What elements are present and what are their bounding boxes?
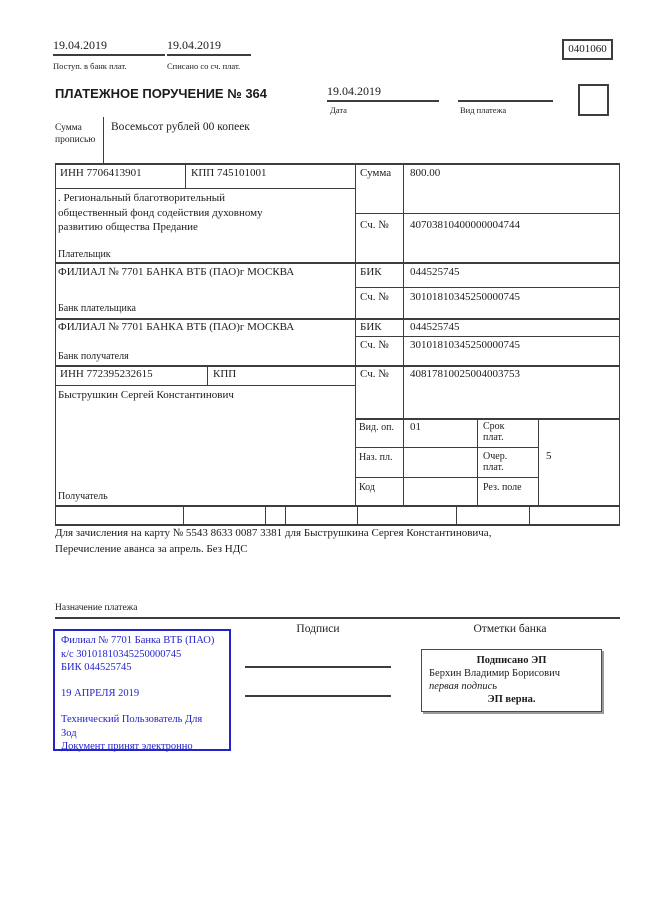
- payment-kind-box: [578, 84, 609, 116]
- purpose-text-line1: Для зачисления на карту № 5543 8633 0087 3381 для Быструшкина Сергея Константиновича,: [55, 527, 492, 539]
- op-kind-value: 01: [410, 421, 421, 433]
- subtable-top-border: [355, 418, 620, 420]
- beneficiary-bank-bik-label: БИК: [360, 321, 382, 333]
- beneficiary-bank-section-label: Банк получателя: [58, 351, 129, 362]
- priority-value: 5: [546, 450, 552, 462]
- payment-kind-label: Вид платежа: [460, 105, 507, 115]
- beneficiary-section-label: Получатель: [58, 491, 108, 502]
- amount-in-words-label: Сумма прописью: [55, 123, 96, 145]
- tax-row-divider-1: [183, 505, 184, 524]
- tax-row-bottom-border: [55, 524, 620, 526]
- beneficiary-bank-bik-border: [355, 336, 620, 337]
- debited-from-account-label: Списано со сч. плат.: [167, 61, 241, 71]
- payer-bank-bik-label: БИК: [360, 266, 382, 278]
- tax-row-divider-2: [265, 505, 266, 524]
- tax-row-divider-4: [357, 505, 358, 524]
- label-column-left-border: [355, 163, 356, 505]
- priority-label: Очер. плат.: [483, 451, 508, 473]
- payer-account-value: 40703810400000004744: [410, 219, 520, 231]
- form-code-box: 0401060: [562, 39, 613, 60]
- received-in-bank-label: Поступ. в банк плат.: [53, 61, 127, 71]
- amount-words-divider: [103, 117, 104, 163]
- payer-name: . Региональный благотворительный общественный фонд содействия духовному развитию общества Предание: [58, 192, 263, 233]
- payer-inn: ИНН 7706413901: [60, 167, 142, 179]
- subtable-row1-border: [355, 447, 538, 448]
- payer-inn-row-border: [55, 188, 355, 189]
- table-left-border: [55, 163, 56, 524]
- bank-stamp-note: Документ принят электронно: [61, 741, 193, 752]
- payer-kpp: КПП 745101001: [191, 167, 267, 179]
- pay-term-label: Срок плат.: [483, 421, 505, 443]
- beneficiary-kpp: КПП: [213, 368, 237, 380]
- document-title: ПЛАТЕЖНОЕ ПОРУЧЕНИЕ № 364: [55, 86, 268, 101]
- amount-label: Сумма: [360, 167, 392, 179]
- amount-value: 800.00: [410, 167, 441, 179]
- received-in-bank-date: 19.04.2019: [53, 38, 165, 56]
- payer-bank-section-label: Банк плательщика: [58, 303, 136, 314]
- purpose-text-line2: Перечисление аванса за апрель. Без НДС: [55, 543, 248, 555]
- bank-marks-title: Отметки банка: [473, 623, 547, 635]
- payer-bank-account-value: 30101810345250000745: [410, 291, 520, 303]
- purpose-underline: [55, 617, 620, 619]
- op-kind-label: Вид. оп.: [359, 422, 394, 433]
- debited-from-account-date: 19.04.2019: [167, 38, 251, 56]
- subtable-col2-divider: [477, 418, 478, 505]
- table-top-border: [55, 163, 620, 165]
- payer-section-border: [55, 262, 620, 264]
- payer-bank-section-border: [55, 318, 620, 320]
- beneficiary-bank-account-label: Сч. №: [360, 339, 389, 351]
- payer-bank-name: ФИЛИАЛ № 7701 БАНКА ВТБ (ПАО)г МОСКВА: [58, 266, 295, 278]
- table-right-border: [619, 163, 620, 524]
- esignature-note: первая подпись: [429, 681, 498, 692]
- bank-electronic-stamp: [53, 629, 231, 751]
- bank-stamp-date: 19 АПРЕЛЯ 2019: [61, 687, 140, 699]
- document-date: 19.04.2019: [327, 84, 439, 102]
- signature-line-2: [245, 695, 391, 697]
- payer-inn-kpp-divider: [185, 163, 186, 188]
- esignature-valid-text: ЭП верна.: [487, 694, 536, 705]
- payment-kind-blank-line: [458, 84, 553, 102]
- bank-stamp-bik: БИК 044525745: [61, 662, 132, 673]
- payer-bank-bik-border: [355, 287, 620, 288]
- payer-bank-account-label: Сч. №: [360, 291, 389, 303]
- esignature-signer-name: Берхин Владимир Борисович: [429, 668, 560, 679]
- code-label: Код: [359, 482, 375, 493]
- reserve-field-label: Рез. поле: [483, 482, 522, 493]
- signed-with-esignature-stamp: [421, 649, 602, 712]
- beneficiary-inn-kpp-divider: [207, 365, 208, 385]
- beneficiary-bank-name: ФИЛИАЛ № 7701 БАНКА ВТБ (ПАО)г МОСКВА: [58, 321, 295, 333]
- subtable-row2-border: [355, 477, 538, 478]
- payer-bank-bik-value: 044525745: [410, 266, 460, 278]
- beneficiary-inn: ИНН 772395232615: [60, 368, 153, 380]
- esignature-stamp-title: Подписано ЭП: [476, 655, 547, 666]
- amount-row-border: [355, 213, 620, 214]
- beneficiary-bank-section-border: [55, 365, 620, 367]
- signature-line-1: [245, 666, 391, 668]
- beneficiary-account-value: 40817810025004003753: [410, 368, 520, 380]
- date-label: Дата: [330, 105, 347, 115]
- tax-row-divider-6: [529, 505, 530, 524]
- subtable-col3-divider: [538, 418, 539, 505]
- purpose-section-label: Назначение платежа: [55, 603, 138, 613]
- pay-purpose-label: Наз. пл.: [359, 452, 393, 463]
- bank-stamp-user: Технический Пользователь Для Зод: [61, 714, 203, 739]
- payer-account-label: Сч. №: [360, 219, 389, 231]
- amount-in-words-value: Восемьсот рублей 00 копеек: [111, 121, 250, 133]
- tax-row-divider-3: [285, 505, 286, 524]
- beneficiary-account-label: Сч. №: [360, 368, 389, 380]
- tax-row-divider-5: [456, 505, 457, 524]
- beneficiary-section-border: [55, 505, 620, 507]
- beneficiary-bank-bik-value: 044525745: [410, 321, 460, 333]
- bank-stamp-corr-account: к/с 30101810345250000745: [61, 648, 182, 660]
- payer-section-label: Плательщик: [58, 249, 111, 260]
- beneficiary-name: Быструшкин Сергей Константинович: [58, 389, 234, 401]
- beneficiary-bank-account-value: 30101810345250000745: [410, 339, 520, 351]
- signatures-title: Подписи: [296, 623, 340, 635]
- label-column-right-border: [403, 163, 404, 505]
- bank-stamp-branch: Филиал № 7701 Банка ВТБ (ПАО): [61, 635, 215, 646]
- beneficiary-inn-row-border: [55, 385, 355, 386]
